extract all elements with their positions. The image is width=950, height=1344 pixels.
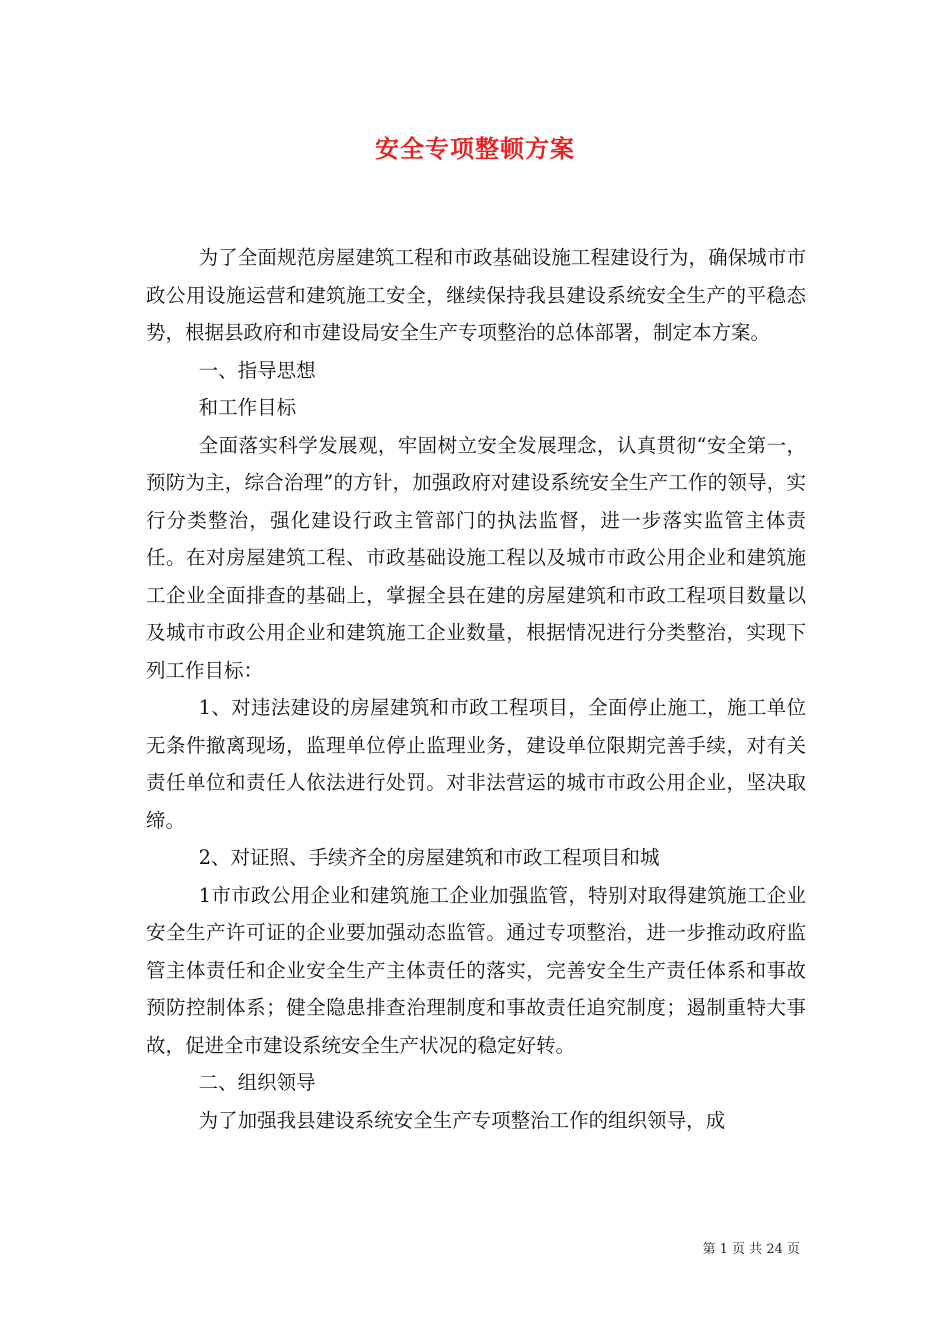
paragraph-item-1: 1、对违法建设的房屋建筑和市政工程项目，全面停止施工，施工单位无条件撤离现场，监理单位停止监理业务，建设单位限期完善手续，对有关责任单位和责任人依法进行处罚。对非法营运的城市市政公用企业，坚决取缔。 [146,696,806,832]
page-number: 第 1 页 共 24 页 [702,1242,800,1257]
document-body [146,239,806,1139]
paragraph-goals: 全面落实科学发展观，牢固树立安全发展理念，认真贯彻“安全第一，预防为主，综合治理”的方针，加强政府对建设系统安全生产工作的领导，实行分类整治，强化建设行政主管部门的执法监督，进一步落实监管主体责任。在对房屋建筑工程、市政基础设施工程以及城市市政公用企业和建筑施工企业全面排查的基础上，掌握全县在建的房屋建筑和市政工程项目数量以及城市市政公用企业和建筑施工企业数量，根据情况进行分类整治，实现下列工作目标： [146,433,806,682]
heading-guiding-ideology: 一、指导思想 [198,358,316,382]
document-title: 安全专项整顿方案 [375,134,575,163]
heading-organization: 二、组织领导 [198,1071,316,1094]
paragraph-item-2-continued: 1市市政公用企业和建筑施工企业加强监管，特别对取得建筑施工企业安全生产许可证的企业要加强动态监管。通过专项整治，进一步推动政府监管主体责任和企业安全生产主体责任的落实，完善安全生产责任体系和事故预防控制体系；健全隐患排查治理制度和事故责任追究制度；遏制重特大事故，促进全市建设系统安全生产状况的稳定好转。 [146,883,806,1057]
heading-work-goals: 和工作目标 [198,396,297,419]
paragraph-item-2: 2、对证照、手续齐全的房屋建筑和市政工程项目和城 [198,846,660,869]
paragraph-intro: 为了全面规范房屋建筑工程和市政基础设施工程建设行为，确保城市市政公用设施运营和建筑施工安全，继续保持我县建设系统安全生产的平稳态势，根据县政府和市建设局安全生产专项整治的总体部署，制定本方案。 [146,246,806,344]
paragraph-organization: 为了加强我县建设系统安全生产专项整治工作的组织领导，成 [198,1108,726,1132]
